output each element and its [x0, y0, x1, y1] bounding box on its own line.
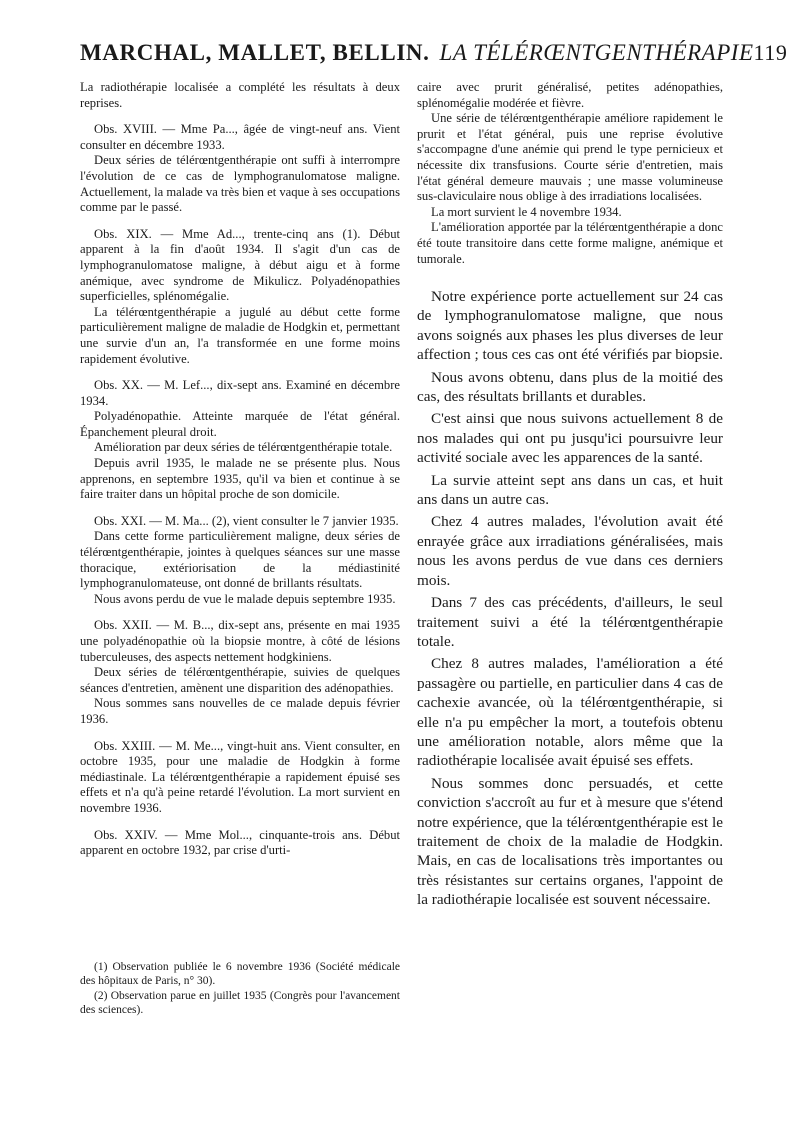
- continuation-paragraph: Une série de télérœntgenthérapie améliore rapidement le prurit et l'état général, puis une reprise évolutive s'accompagne d'une anémie qui prend le type pernicieux et nécessite dix transfusions. Courte série d'entretien, mais l'état général demeure mauvais ; une masse volumineuse sus-claviculaire nous oblige à des irradiations localisées.: [417, 111, 723, 204]
- observation-heading: Obs. XXI. — M. Ma... (2), vient consulter le 7 janvier 1935.: [94, 513, 399, 528]
- observation-paragraph: Depuis avril 1935, le malade ne se présente plus. Nous apprenons, en septembre 1935, qu'il va bien et continue à se faire traiter dans un hôpital proche de son domicile.: [80, 456, 400, 502]
- running-head: [80, 40, 788, 76]
- observation-18: [80, 122, 400, 216]
- continuation-paragraph: caire avec prurit généralisé, petites adénopathies, splénomégalie modérée et fièvre.: [417, 80, 723, 110]
- footnotes: [80, 960, 400, 1018]
- intro-text: La radiothérapie localisée a complété les résultats à deux reprises.: [80, 80, 400, 110]
- observation-paragraph: Amélioration par deux séries de télérœntgenthérapie totale.: [94, 440, 393, 455]
- observation-heading: Obs. XVIII. — Mme Pa..., âgée de vingt-neuf ans. Vient consulter en décembre 1933.: [80, 122, 400, 152]
- conclusion-paragraph: Dans 7 des cas précédents, d'ailleurs, le seul traitement suivi a été la télérœntgenthérapie totale.: [417, 594, 723, 650]
- observation-paragraph: Dans cette forme particulièrement maligne, deux séries de télérœntgenthérapie, jointes à quelques séances sur une masse thoracique, extériorisation de la médiastinité lymphogranulomateuse, ont donné de brillants résultats.: [80, 529, 400, 591]
- observation-19: [80, 227, 400, 367]
- conclusion-paragraph: Nous sommes donc persuadés, et cette conviction s'accroît au fur et à mesure que s'étend notre expérience, que la télérœntgenthérapie est le traitement de choix de la maladie de Hodgkin. Mais, en cas de localisations très importantes ou très résistantes sur certains organes, l'appoint de la radiothérapie localisée est souvent nécessaire.: [417, 774, 723, 909]
- observation-heading: Obs. XXII. — M. B..., dix-sept ans, présente en mai 1935 une polyadénopathie où la biopsie montre, à côté de lésions tuberculeuses, des aspects nettement hodgkiniens.: [80, 618, 400, 664]
- observation-paragraph: Nous avons perdu de vue le malade depuis septembre 1935.: [94, 591, 396, 606]
- conclusion-paragraph: La survie atteint sept ans dans un cas, et huit ans dans un autre cas.: [417, 471, 723, 509]
- observation-paragraph: Deux séries de télérœntgenthérapie ont suffi à interrompre l'évolution de ce cas de lymphogranulomatose maligne. Actuellement, la malade va très bien et vaque à ses occupations comme par le passé.: [80, 153, 400, 215]
- observation-20: [80, 378, 400, 503]
- continuation-paragraph: L'amélioration apportée par la télérœntgenthérapie a donc été toute transitoire dans cette forme maligne, anémique et tumorale.: [417, 220, 723, 266]
- conclusion-paragraph: C'est ainsi que nous suivons actuellement 8 de nos malades qui ont pu jusqu'ici poursuivre leur activité sociale avec les apparences de la santé.: [417, 410, 723, 467]
- conclusion-paragraph: Chez 4 autres malades, l'évolution avait été enrayée grâce aux irradiations généralisées, mais nous les avons perdus de vue dans ces derniers mois.: [417, 513, 723, 589]
- observation-22: [80, 618, 400, 727]
- page-number: 119: [753, 40, 788, 65]
- footnote-2: (2) Observation parue en juillet 1935 (Congrès pour l'avancement des sciences).: [80, 989, 400, 1017]
- left-column: [80, 80, 400, 870]
- observation-paragraph: Nous sommes sans nouvelles de ce malade depuis février 1936.: [80, 696, 400, 726]
- conclusion-paragraph: Notre expérience porte actuellement sur 24 cas de lymphogranulomatose maligne, que nous avons soignés aux phases les plus diverses de leur affection ; tous ces cas ont été vérifiés par biopsie.: [417, 288, 723, 364]
- conclusion-paragraph: Nous avons obtenu, dans plus de la moitié des cas, des résultats brillants et durables.: [417, 368, 723, 406]
- intro-paragraph: [80, 80, 400, 111]
- running-head-authors: MARCHAL, MALLET, BELLIN.: [80, 40, 430, 65]
- continuation-paragraph: La mort survient le 4 novembre 1934.: [431, 204, 622, 219]
- observation-24: [80, 828, 400, 859]
- observation-paragraph: La télérœntgenthérapie a jugulé au début cette forme particulièrement maligne de maladie de Hodgkin et, permettant une survie d'un an, l'a transformée en une forme moins rapidement évolutive.: [80, 304, 400, 366]
- conclusion-paragraph: Chez 8 autres malades, l'amélioration a été passagère ou partielle, en particulier dans 4 cas de cachexie avancée, où la télérœntgenthérapie, si elle n'a pu empêcher la mort, a toutefois obtenu une amélioration notable, alors même que la radiothérapie localisée avait épuisé ses effets.: [417, 655, 723, 770]
- observation-heading: Obs. XXIII. — M. Me..., vingt-huit ans. Vient consulter, en octobre 1935, pour une maladie de Hodgkin à forme médiastinale. La télérœntgenthérapie a rapidement épuisé ses effets et n'a qu'à peine retardé l'évolution. La mort survient en novembre 1936.: [80, 738, 400, 815]
- observation-heading: Obs. XXIV. — Mme Mol..., cinquante-trois ans. Début apparent en octobre 1932, par crise d'urti-: [80, 827, 400, 858]
- running-head-title: LA TÉLÉRŒNTGENTHÉRAPIE: [439, 40, 754, 65]
- right-column-continuation: [417, 80, 723, 267]
- observation-heading: Obs. XX. — M. Lef..., dix-sept ans. Examiné en décembre 1934.: [80, 378, 400, 408]
- observation-paragraph: Polyadénopathie. Atteinte marquée de l'état général. Épanchement pleural droit.: [80, 409, 400, 439]
- observation-23: [80, 739, 400, 817]
- observation-heading: Obs. XIX. — Mme Ad..., trente-cinq ans (1). Début apparent à la fin d'août 1934. Il s'agit d'un cas de lymphogranulomatose maligne, à début aigu et à forme anémique, avec syndrome de Mikulicz. Polyadénopathies superficielles, splénomégalie.: [80, 226, 400, 304]
- observation-paragraph: Deux séries de télérœntgenthérapie, suivies de quelques séances d'entretien, amènent une disparition des adénopathies.: [80, 665, 400, 695]
- conclusion-section: [417, 287, 723, 913]
- footnote-1: (1) Observation publiée le 6 novembre 1936 (Société médicale des hôpitaux de Paris, n° 30).: [80, 961, 400, 988]
- observation-21: [80, 514, 400, 608]
